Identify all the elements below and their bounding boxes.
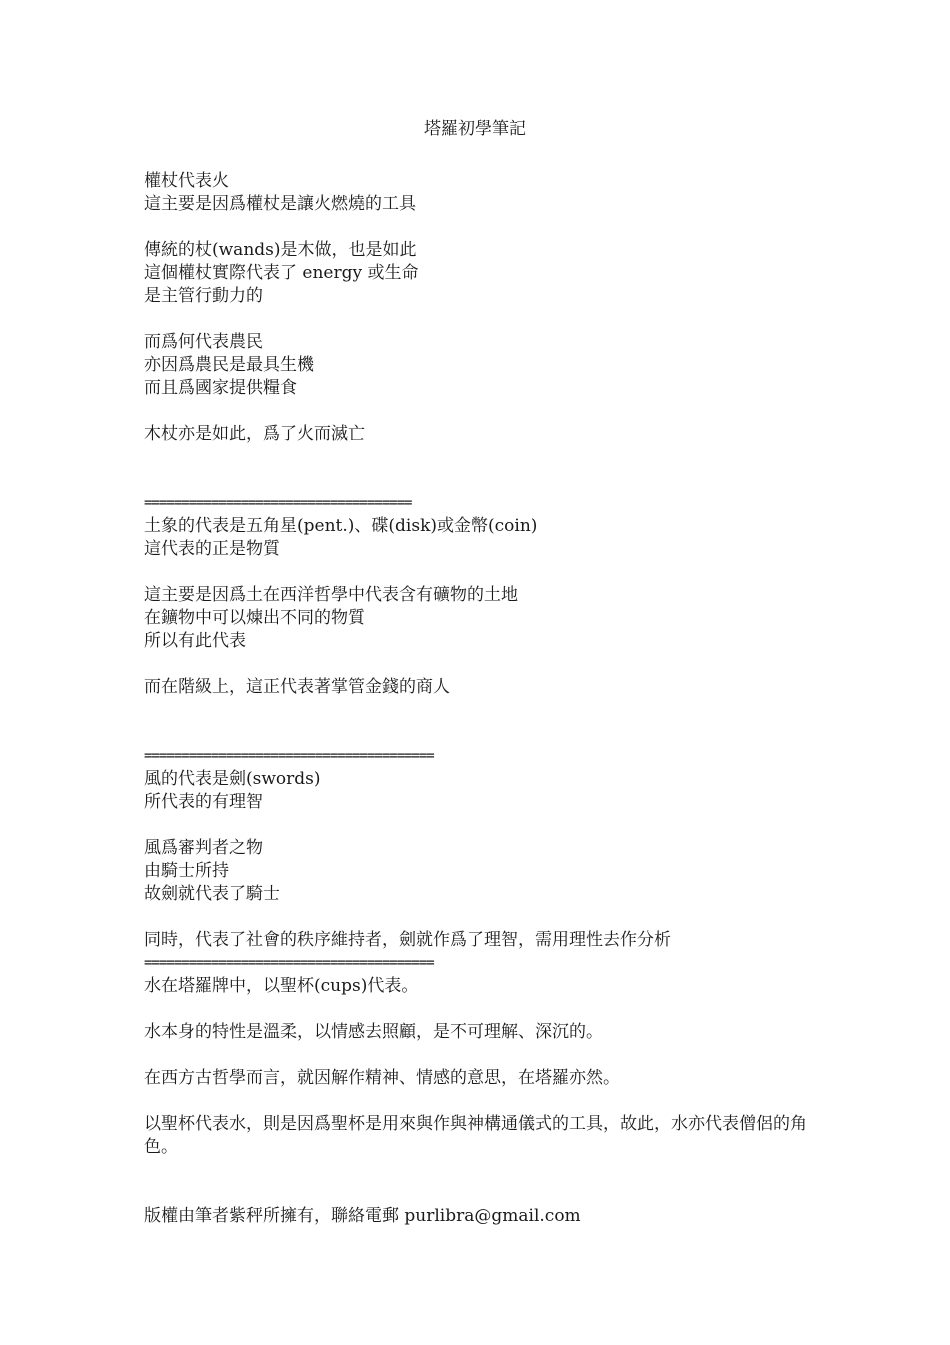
separator-2: ======================================= bbox=[144, 748, 434, 764]
wands-line-1: 權杖代表火 bbox=[144, 171, 229, 191]
separator-1: ==================================== bbox=[144, 495, 412, 511]
swords-line-5: 故劍就代表了騎士 bbox=[144, 884, 280, 904]
pentacles-line-3: 這主要是因爲土在西洋哲學中代表含有礦物的土地 bbox=[144, 585, 518, 605]
wands-line-2: 這主要是因爲權杖是讓火燃燒的工具 bbox=[144, 194, 416, 214]
cups-line-1: 水在塔羅牌中，以聖杯(cups)代表。 bbox=[144, 976, 419, 996]
wands-line-5: 是主管行動力的 bbox=[144, 286, 263, 306]
document-body bbox=[144, 170, 809, 1228]
pentacles-line-4: 在鑛物中可以煉出不同的物質 bbox=[144, 608, 365, 628]
swords-line-4: 由騎士所持 bbox=[144, 861, 229, 881]
pentacles-line-1: 土象的代表是五角星(pent.)、碟(disk)或金幣(coin) bbox=[144, 516, 538, 536]
swords-line-1: 風的代表是劍(swords) bbox=[144, 769, 321, 789]
copyright-notice: 版權由筆者紫秤所擁有，聯絡電郵 purlibra@gmail.com bbox=[144, 1206, 581, 1226]
pentacles-line-6: 而在階級上，這正代表著掌管金錢的商人 bbox=[144, 677, 450, 697]
wands-line-6: 而爲何代表農民 bbox=[144, 332, 263, 352]
swords-line-2: 所代表的有理智 bbox=[144, 792, 263, 812]
cups-line-3: 在西方古哲學而言，就因解作精神、情感的意思，在塔羅亦然。 bbox=[144, 1068, 620, 1088]
swords-line-3: 風爲審判者之物 bbox=[144, 838, 263, 858]
wands-line-8: 而且爲國家提供糧食 bbox=[144, 378, 297, 398]
wands-line-4: 這個權杖實際代表了 energy 或生命 bbox=[144, 263, 419, 283]
wands-line-3: 傳統的杖(wands)是木做，也是如此 bbox=[144, 240, 417, 260]
wands-line-7: 亦因爲農民是最具生機 bbox=[144, 355, 314, 375]
wands-line-9: 木杖亦是如此，爲了火而滅亡 bbox=[144, 424, 365, 444]
pentacles-line-5: 所以有此代表 bbox=[144, 631, 246, 651]
pentacles-line-2: 這代表的正是物質 bbox=[144, 539, 280, 559]
document-title: 塔羅初學筆記 bbox=[424, 119, 526, 139]
swords-line-6: 同時，代表了社會的秩序維持者，劍就作爲了理智，需用理性去作分析 bbox=[144, 930, 671, 950]
cups-line-2: 水本身的特性是溫柔，以情感去照顧，是不可理解、深沉的。 bbox=[144, 1022, 603, 1042]
separator-3: ======================================= bbox=[144, 955, 434, 971]
cups-line-4: 以聖杯代表水，則是因爲聖杯是用來與作與神構通儀式的工具，故此，水亦代表僧侶的角色。 bbox=[144, 1114, 807, 1157]
